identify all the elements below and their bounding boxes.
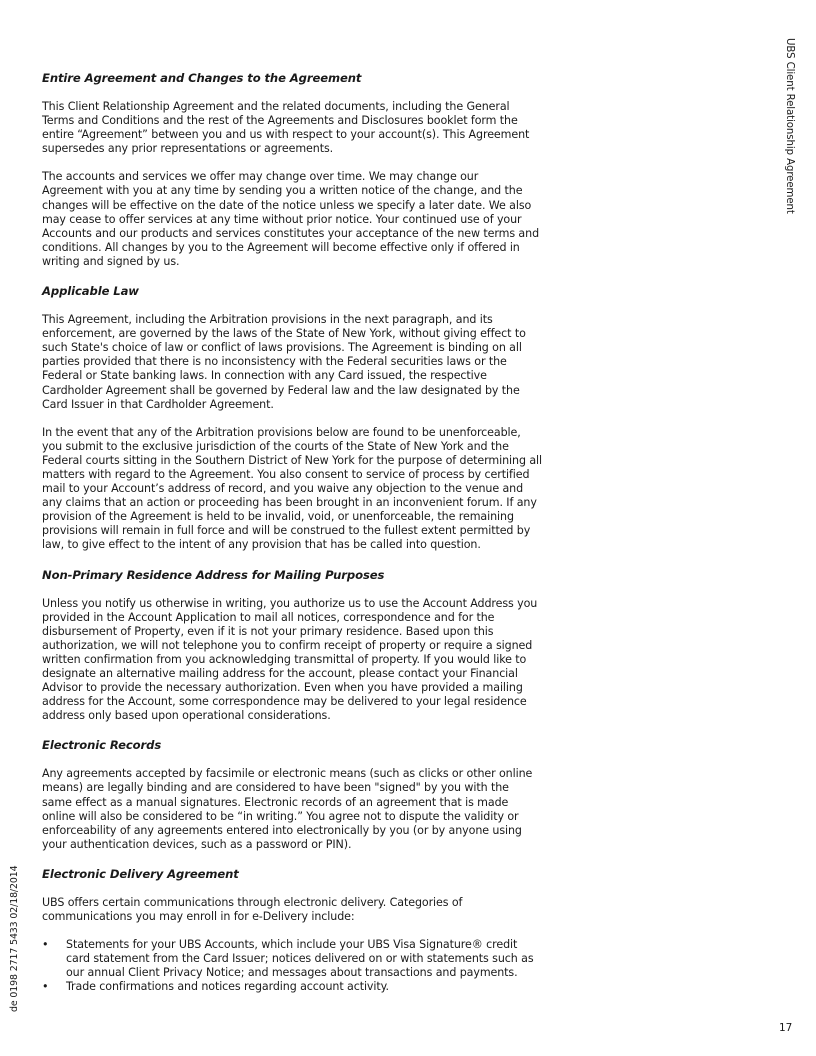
- section-electronic-records: [42, 737, 542, 852]
- list-item: [42, 938, 542, 980]
- section-heading: Non-Primary Residence Address for Mailing Purposes: [42, 567, 385, 582]
- paragraph: This Client Relationship Agreement and the related documents, including the General Terms and Conditions and the rest of the Agreements and Disclosures booklet form the entire “Agreement” between you and us with respect to your account(s). This Agreement supersedes any prior representations or agreements.: [42, 100, 530, 156]
- section-applicable-law: [42, 283, 542, 553]
- section-electronic-delivery: [42, 866, 542, 995]
- list-item-text: Trade confirmations and notices regarding account activity.: [66, 980, 389, 994]
- paragraph: This Agreement, including the Arbitration provisions in the next paragraph, and its enforcement, are governed by the laws of the State of New York, without giving effect to such State's choice of law or conflict of laws provisions. The Agreement is binding on all parties provided that there is no inconsistency with the Federal securities laws or the Federal or State banking laws. In connection with any Card issued, the respective Cardholder Agreement shall be governed by Federal law and the law designated by the Card Issuer in that Cardholder Agreement.: [42, 313, 526, 411]
- section-heading: Applicable Law: [42, 284, 139, 299]
- document-side-title: UBS Client Relationship Agreement: [784, 38, 795, 214]
- section-heading: Electronic Delivery Agreement: [42, 866, 239, 881]
- page-number: 17: [779, 1022, 793, 1034]
- e-delivery-list: [42, 938, 542, 994]
- section-non-primary-residence: [42, 567, 542, 724]
- section-heading: Electronic Records: [42, 738, 162, 753]
- list-item: [42, 980, 542, 994]
- section-entire-agreement: [42, 70, 542, 269]
- bullet-icon: •: [42, 980, 49, 994]
- paragraph: In the event that any of the Arbitration provisions below are found to be unenforceable, you submit to the exclusive jurisdiction of the courts of the State of New York and the Federal courts sitting in the Southern District of New York for the purpose of determining all matters with regard to the Agreement. You also consent to service of process by certified mail to your Account’s address of record, and you waive any objection to the venue and any claims that an action or proceeding has been brought in an inconvenient forum. If any provision of the Agreement is held to be invalid, void, or unenforceable, the remaining provisions will remain in full force and will be construed to the fullest extent permitted by law, to give effect to the intent of any provision that has be called into question.: [42, 425, 542, 552]
- section-heading: Entire Agreement and Changes to the Agreement: [42, 71, 362, 85]
- page-content: [42, 70, 542, 995]
- paragraph: UBS offers certain communications through electronic delivery. Categories of communications you may enroll in for e-Delivery include:: [42, 895, 463, 924]
- paragraph: Unless you notify us otherwise in writing, you authorize us to use the Account Address you provided in the Account Application to mail all notices, correspondence and for the disbursement of Property, even if it is not your primary residence. Based upon this authorization, we will not telephone you to confirm receipt of property or require a signed written confirmation from you acknowledging transmittal of property. If you would like to designate an alternative mailing address for the account, please contact your Financial Advisor to provide the necessary authorization. Even when you have provided a mailing address for the Account, some correspondence may be delivered to your legal residence address only based upon operational considerations.: [42, 596, 538, 723]
- document-code: de 0198 2717 5433 02/18/2014: [9, 865, 20, 1012]
- paragraph: Any agreements accepted by facsimile or electronic means (such as clicks or other online means) are legally binding and are considered to have been "signed" by you with the same effect as a manual signatures. Electronic records of an agreement that is made online will also be considered to be “in writing.” You agree not to dispute the validity or enforceability of any agreements entered into electronically by you (or by anyone using your authentication devices, such as a password or PIN).: [42, 767, 533, 851]
- list-item-text: Statements for your UBS Accounts, which include your UBS Visa Signature® credit card statement from the Card Issuer; notices delivered on or with statements such as our annual Client Privacy Notice; and messages about transactions and payments.: [66, 938, 534, 980]
- bullet-icon: •: [42, 938, 49, 952]
- paragraph: The accounts and services we offer may change over time. We may change our Agreement with you at any time by sending you a written notice of the change, and the changes will be effective on the date of the notice unless we specify a later date. We also may cease to offer services at any time without prior notice. Your continued use of your Accounts and our products and services constitutes your acceptance of the new terms and conditions. All changes by you to the Agreement will become effective only if offered in writing and signed by us.: [42, 170, 540, 268]
